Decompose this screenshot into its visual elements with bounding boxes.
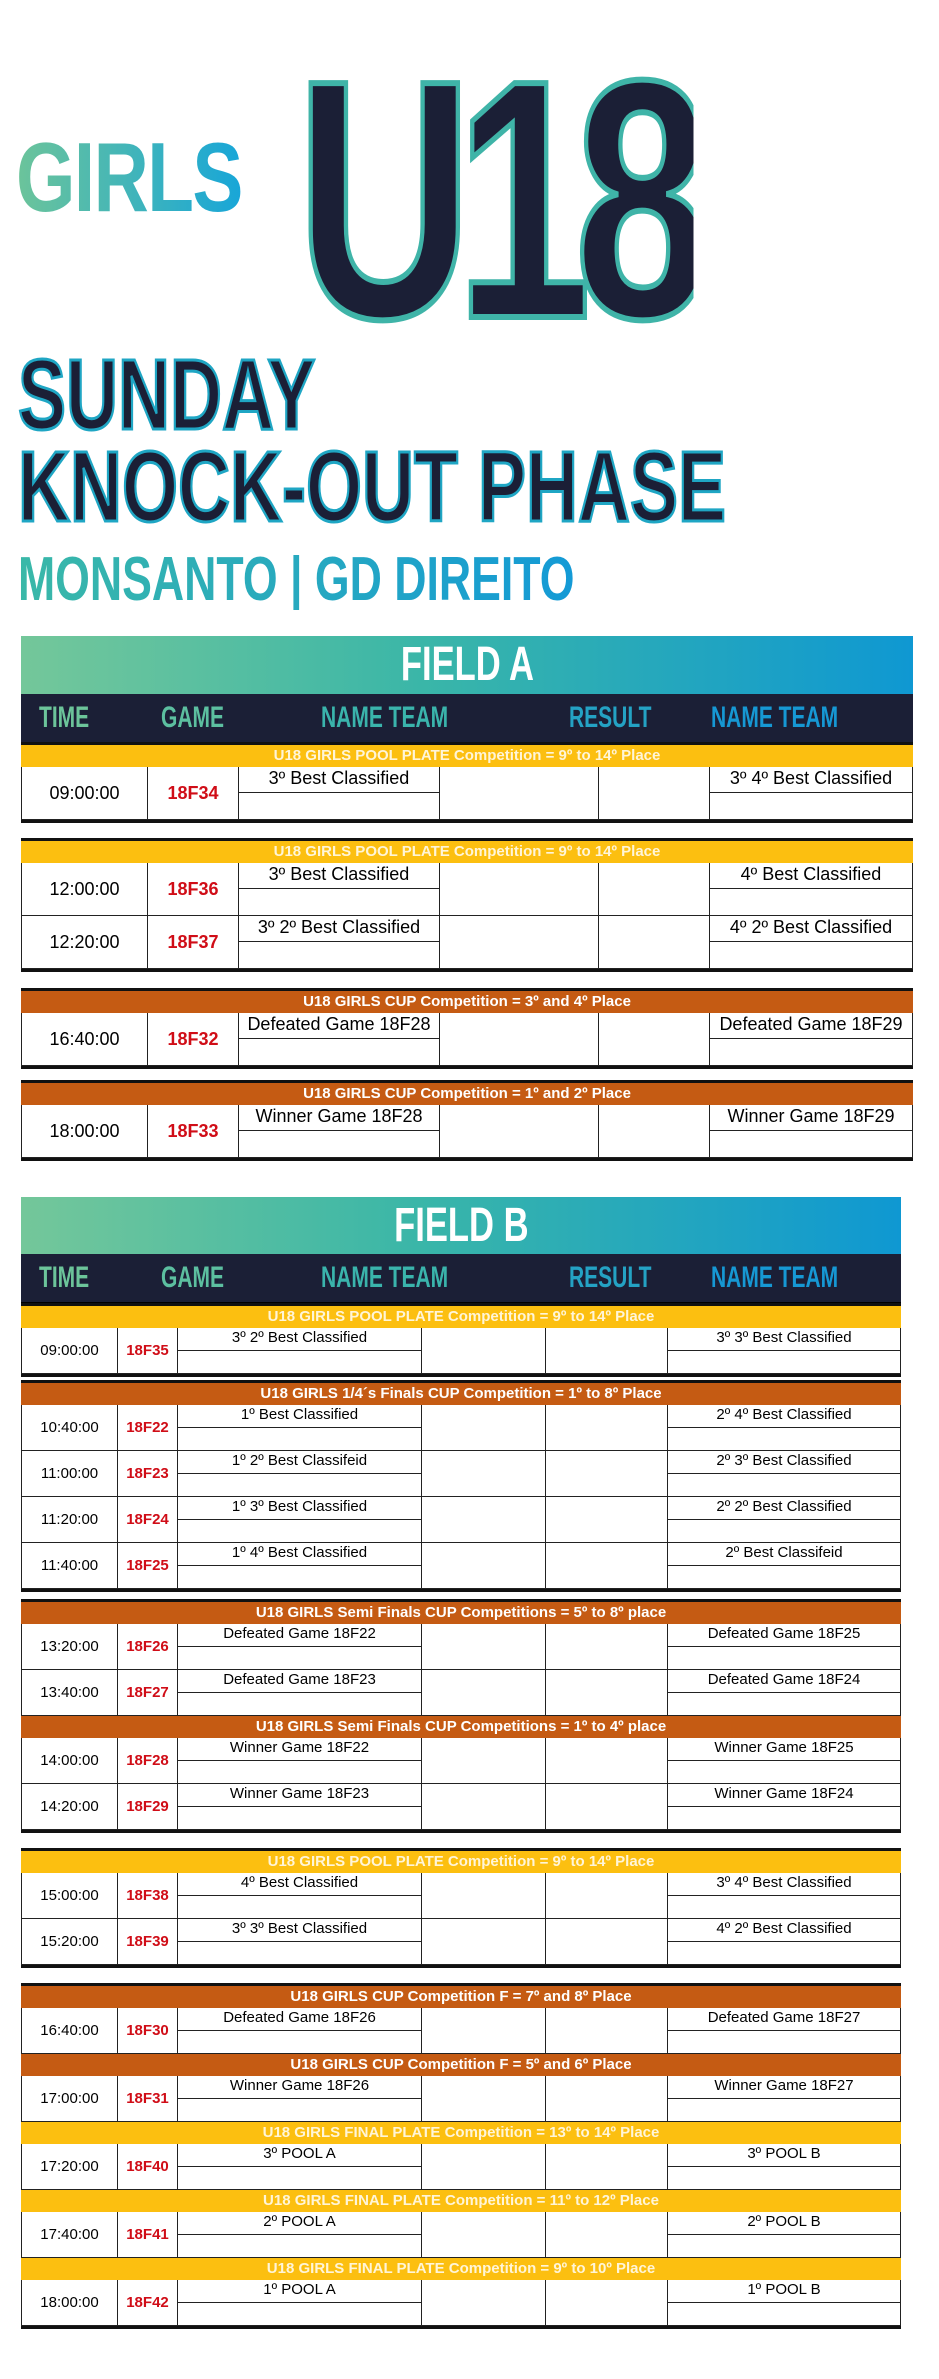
match-time: 09:00:00 — [21, 1328, 117, 1373]
team-away[interactable] — [667, 2280, 901, 2325]
result-home[interactable] — [421, 2212, 545, 2257]
team-away[interactable] — [709, 1105, 913, 1157]
match-time: 12:00:00 — [21, 863, 147, 915]
column-header: RESULT — [569, 701, 652, 734]
team-name: 2º 3º Best Classified — [668, 1451, 900, 1474]
team-name: 3º Best Classified — [239, 767, 439, 793]
column-header: GAME — [161, 1261, 224, 1294]
match-row — [21, 1105, 913, 1158]
team-name: 3º Best Classified — [239, 863, 439, 889]
competition-block — [21, 1599, 901, 1833]
team-name: 3º POOL A — [178, 2144, 421, 2167]
team-name: 1º POOL A — [178, 2280, 421, 2303]
team-name: 3º 2º Best Classified — [239, 916, 439, 942]
column-header: NAME TEAM — [321, 701, 449, 734]
result-home[interactable] — [421, 2144, 545, 2189]
team-name: 4º Best Classified — [710, 863, 912, 889]
result-away[interactable] — [545, 1784, 667, 1829]
result-away[interactable] — [598, 916, 709, 968]
team-name: 2º Best Classifeid — [668, 1543, 900, 1566]
team-away[interactable] — [667, 1497, 901, 1542]
team-name: 1º POOL B — [668, 2280, 900, 2303]
result-home[interactable] — [421, 2280, 545, 2325]
column-header: GAME — [161, 701, 224, 734]
team-name: Winner Game 18F28 — [239, 1105, 439, 1131]
team-away[interactable] — [667, 1328, 901, 1373]
match-row — [21, 916, 913, 969]
phase-title: KNOCK-OUT PHASE — [18, 431, 727, 543]
team-away[interactable] — [667, 1873, 901, 1918]
team-away[interactable] — [667, 1451, 901, 1496]
competition-block — [21, 1303, 901, 1377]
competition-heading: U18 GIRLS CUP Competition = 3º and 4º Place — [21, 991, 913, 1013]
match-time: 15:20:00 — [21, 1919, 117, 1964]
team-name: 3º 3º Best Classified — [178, 1919, 421, 1942]
team-away[interactable] — [667, 1670, 901, 1715]
team-home[interactable] — [177, 2280, 421, 2325]
match-row — [21, 1543, 901, 1589]
day-title: SUNDAY — [18, 339, 316, 451]
match-code: 18F37 — [147, 916, 238, 968]
result-home[interactable] — [421, 1738, 545, 1783]
result-home[interactable] — [421, 2008, 545, 2053]
team-name: Defeated Game 18F28 — [239, 1013, 439, 1039]
match-time: 12:20:00 — [21, 916, 147, 968]
match-code: 18F28 — [117, 1738, 177, 1783]
result-home[interactable] — [421, 1784, 545, 1829]
team-home[interactable] — [177, 1670, 421, 1715]
column-header: NAME TEAM — [711, 701, 839, 734]
match-code: 18F23 — [117, 1451, 177, 1496]
result-away[interactable] — [598, 767, 709, 819]
team-away[interactable] — [709, 1013, 913, 1065]
team-name: Defeated Game 18F27 — [668, 2008, 900, 2031]
match-code: 18F36 — [147, 863, 238, 915]
team-name: 2º POOL A — [178, 2212, 421, 2235]
team-home[interactable] — [177, 1497, 421, 1542]
team-home[interactable] — [238, 916, 439, 968]
team-home[interactable] — [177, 1873, 421, 1918]
result-home[interactable] — [439, 1105, 598, 1157]
column-header: TIME — [39, 701, 90, 734]
team-name: 1º 3º Best Classified — [178, 1497, 421, 1520]
team-home[interactable] — [238, 1013, 439, 1065]
table-header — [21, 1254, 901, 1305]
match-row — [21, 1624, 901, 1670]
match-time: 16:40:00 — [21, 1013, 147, 1065]
match-row — [21, 1784, 901, 1830]
competition-heading: U18 GIRLS CUP Competition = 1º and 2º Place — [21, 1083, 913, 1105]
team-name: 1º Best Classified — [178, 1405, 421, 1428]
field-banner — [21, 1197, 901, 1255]
team-away[interactable] — [667, 1738, 901, 1783]
match-time: 16:40:00 — [21, 2008, 117, 2053]
match-code: 18F35 — [117, 1328, 177, 1373]
column-header: RESULT — [569, 1261, 652, 1294]
team-name: 3º 4º Best Classified — [668, 1873, 900, 1896]
team-home[interactable] — [177, 1451, 421, 1496]
team-name: Winner Game 18F23 — [178, 1784, 421, 1807]
field-title: FIELD B — [393, 1199, 529, 1252]
team-name: 3º 4º Best Classified — [710, 767, 912, 793]
match-code: 18F34 — [147, 767, 238, 819]
competition-heading: U18 GIRLS Semi Finals CUP Competitions = 1º to 4º place — [21, 1716, 901, 1738]
match-time: 17:40:00 — [21, 2212, 117, 2257]
match-code: 18F41 — [117, 2212, 177, 2257]
team-name: 3º 3º Best Classified — [668, 1328, 900, 1351]
team-away[interactable] — [667, 2144, 901, 2189]
match-row — [21, 2008, 901, 2054]
result-away[interactable] — [545, 1405, 667, 1450]
competition-heading: U18 GIRLS Semi Finals CUP Competitions = 5º to 8º place — [21, 1602, 901, 1624]
team-name: 3º POOL B — [668, 2144, 900, 2167]
result-home[interactable] — [439, 916, 598, 968]
team-name: Defeated Game 18F24 — [668, 1670, 900, 1693]
match-row — [21, 1013, 913, 1066]
result-home[interactable] — [421, 1873, 545, 1918]
team-away[interactable] — [667, 1543, 901, 1588]
team-name: Winner Game 18F26 — [178, 2076, 421, 2099]
match-code: 18F26 — [117, 1624, 177, 1669]
match-time: 13:20:00 — [21, 1624, 117, 1669]
match-time: 13:40:00 — [21, 1670, 117, 1715]
team-home[interactable] — [177, 1784, 421, 1829]
result-home[interactable] — [439, 767, 598, 819]
match-row — [21, 2212, 901, 2258]
team-home[interactable] — [177, 1543, 421, 1588]
result-home[interactable] — [421, 1497, 545, 1542]
match-time: 11:40:00 — [21, 1543, 117, 1588]
match-time: 10:40:00 — [21, 1405, 117, 1450]
result-home[interactable] — [439, 863, 598, 915]
team-away[interactable] — [667, 2076, 901, 2121]
team-home[interactable] — [238, 767, 439, 819]
team-name: 4º 2º Best Classified — [668, 1919, 900, 1942]
team-home[interactable] — [177, 2008, 421, 2053]
competition-heading: U18 GIRLS POOL PLATE Competition = 9º to 14º Place — [21, 841, 913, 863]
result-away[interactable] — [545, 1543, 667, 1588]
match-row — [21, 1670, 901, 1716]
competition-heading: U18 GIRLS POOL PLATE Competition = 9º to 14º Place — [21, 745, 913, 767]
competition-block — [21, 1080, 913, 1161]
result-home[interactable] — [421, 1624, 545, 1669]
result-away[interactable] — [545, 1919, 667, 1964]
team-name: 2º POOL B — [668, 2212, 900, 2235]
team-name: Winner Game 18F27 — [668, 2076, 900, 2099]
match-row — [21, 767, 913, 820]
match-row — [21, 863, 913, 916]
match-time: 14:20:00 — [21, 1784, 117, 1829]
match-code: 18F24 — [117, 1497, 177, 1542]
result-away[interactable] — [545, 2280, 667, 2325]
competition-heading: U18 GIRLS POOL PLATE Competition = 9º to 14º Place — [21, 1851, 901, 1873]
result-home[interactable] — [421, 2076, 545, 2121]
team-home[interactable] — [238, 863, 439, 915]
match-row — [21, 1873, 901, 1919]
result-away[interactable] — [545, 2212, 667, 2257]
match-code: 18F39 — [117, 1919, 177, 1964]
result-home[interactable] — [421, 1919, 545, 1964]
match-row — [21, 1919, 901, 1965]
column-header: NAME TEAM — [321, 1261, 449, 1294]
match-code: 18F40 — [117, 2144, 177, 2189]
result-away[interactable] — [545, 1497, 667, 1542]
team-name: Defeated Game 18F26 — [178, 2008, 421, 2031]
match-time: 17:20:00 — [21, 2144, 117, 2189]
match-row — [21, 1738, 901, 1784]
competition-heading: U18 GIRLS POOL PLATE Competition = 9º to 14º Place — [21, 1306, 901, 1328]
team-away[interactable] — [667, 1624, 901, 1669]
result-home[interactable] — [439, 1013, 598, 1065]
category-title: U18 — [296, 55, 694, 345]
team-name: 4º Best Classified — [178, 1873, 421, 1896]
match-time: 17:00:00 — [21, 2076, 117, 2121]
match-code: 18F22 — [117, 1405, 177, 1450]
match-row — [21, 2280, 901, 2326]
field-title: FIELD A — [400, 638, 534, 691]
competition-heading: U18 GIRLS FINAL PLATE Competition = 9º to 10º Place — [21, 2258, 901, 2280]
team-name: 2º 2º Best Classified — [668, 1497, 900, 1520]
match-row — [21, 1405, 901, 1451]
team-name: 2º 4º Best Classified — [668, 1405, 900, 1428]
team-name: Defeated Game 18F29 — [710, 1013, 912, 1039]
team-home[interactable] — [177, 1328, 421, 1373]
match-code: 18F25 — [117, 1543, 177, 1588]
team-away[interactable] — [667, 1405, 901, 1450]
match-code: 18F33 — [147, 1105, 238, 1157]
match-code: 18F27 — [117, 1670, 177, 1715]
match-time: 18:00:00 — [21, 2280, 117, 2325]
girls-label: GIRLS — [16, 122, 242, 232]
competition-heading: U18 GIRLS FINAL PLATE Competition = 13º to 14º Place — [21, 2122, 901, 2144]
table-header — [21, 694, 913, 745]
competition-heading: U18 GIRLS CUP Competition F = 5º and 6º Place — [21, 2054, 901, 2076]
team-home[interactable] — [238, 1105, 439, 1157]
team-away[interactable] — [667, 2008, 901, 2053]
result-home[interactable] — [421, 1670, 545, 1715]
team-home[interactable] — [177, 2212, 421, 2257]
result-home[interactable] — [421, 1451, 545, 1496]
result-home[interactable] — [421, 1405, 545, 1450]
match-row — [21, 1328, 901, 1374]
team-name: Winner Game 18F25 — [668, 1738, 900, 1761]
competition-heading: U18 GIRLS CUP Competition F = 7º and 8º Place — [21, 1986, 901, 2008]
result-away[interactable] — [545, 1451, 667, 1496]
team-name: Defeated Game 18F22 — [178, 1624, 421, 1647]
team-name: Defeated Game 18F25 — [668, 1624, 900, 1647]
competition-block — [21, 1983, 901, 2329]
match-time: 15:00:00 — [21, 1873, 117, 1918]
competition-block — [21, 742, 913, 823]
result-home[interactable] — [421, 1543, 545, 1588]
match-code: 18F42 — [117, 2280, 177, 2325]
result-away[interactable] — [545, 1670, 667, 1715]
team-home[interactable] — [177, 1919, 421, 1964]
match-time: 18:00:00 — [21, 1105, 147, 1157]
match-time: 09:00:00 — [21, 767, 147, 819]
competition-block — [21, 1848, 901, 1968]
team-away[interactable] — [709, 916, 913, 968]
match-time: 11:00:00 — [21, 1451, 117, 1496]
result-away[interactable] — [545, 1873, 667, 1918]
field-banner — [21, 636, 913, 694]
column-header: TIME — [39, 1261, 90, 1294]
match-row — [21, 1451, 901, 1497]
team-home[interactable] — [177, 2144, 421, 2189]
result-away[interactable] — [545, 1328, 667, 1373]
result-away[interactable] — [545, 1624, 667, 1669]
result-away[interactable] — [598, 1013, 709, 1065]
team-home[interactable] — [177, 1738, 421, 1783]
competition-block — [21, 988, 913, 1069]
team-away[interactable] — [709, 767, 913, 819]
team-name: Winner Game 18F22 — [178, 1738, 421, 1761]
team-name: 1º 4º Best Classified — [178, 1543, 421, 1566]
venue-title: MONSANTO | GD DIREITO — [18, 545, 575, 614]
column-header: NAME TEAM — [711, 1261, 839, 1294]
team-name: 3º 2º Best Classified — [178, 1328, 421, 1351]
result-away[interactable] — [545, 2076, 667, 2121]
match-row — [21, 2076, 901, 2122]
match-time: 14:00:00 — [21, 1738, 117, 1783]
team-name: 1º 2º Best Classifeid — [178, 1451, 421, 1474]
match-time: 11:20:00 — [21, 1497, 117, 1542]
team-home[interactable] — [177, 2076, 421, 2121]
match-row — [21, 1497, 901, 1543]
result-away[interactable] — [545, 2008, 667, 2053]
match-code: 18F30 — [117, 2008, 177, 2053]
result-away[interactable] — [598, 863, 709, 915]
result-home[interactable] — [421, 1328, 545, 1373]
competition-block — [21, 1380, 901, 1592]
team-away[interactable] — [667, 1919, 901, 1964]
match-code: 18F31 — [117, 2076, 177, 2121]
result-away[interactable] — [598, 1105, 709, 1157]
team-away[interactable] — [709, 863, 913, 915]
competition-block — [21, 838, 913, 972]
match-code: 18F29 — [117, 1784, 177, 1829]
competition-heading: U18 GIRLS FINAL PLATE Competition = 11º to 12º Place — [21, 2190, 901, 2212]
team-home[interactable] — [177, 1405, 421, 1450]
team-name: Defeated Game 18F23 — [178, 1670, 421, 1693]
team-away[interactable] — [667, 2212, 901, 2257]
match-code: 18F38 — [117, 1873, 177, 1918]
match-row — [21, 2144, 901, 2190]
result-away[interactable] — [545, 1738, 667, 1783]
team-home[interactable] — [177, 1624, 421, 1669]
competition-heading: U18 GIRLS 1/4´s Finals CUP Competition = 1º to 8º Place — [21, 1383, 901, 1405]
team-away[interactable] — [667, 1784, 901, 1829]
team-name: 4º 2º Best Classified — [710, 916, 912, 942]
match-code: 18F32 — [147, 1013, 238, 1065]
result-away[interactable] — [545, 2144, 667, 2189]
team-name: Winner Game 18F29 — [710, 1105, 912, 1131]
team-name: Winner Game 18F24 — [668, 1784, 900, 1807]
